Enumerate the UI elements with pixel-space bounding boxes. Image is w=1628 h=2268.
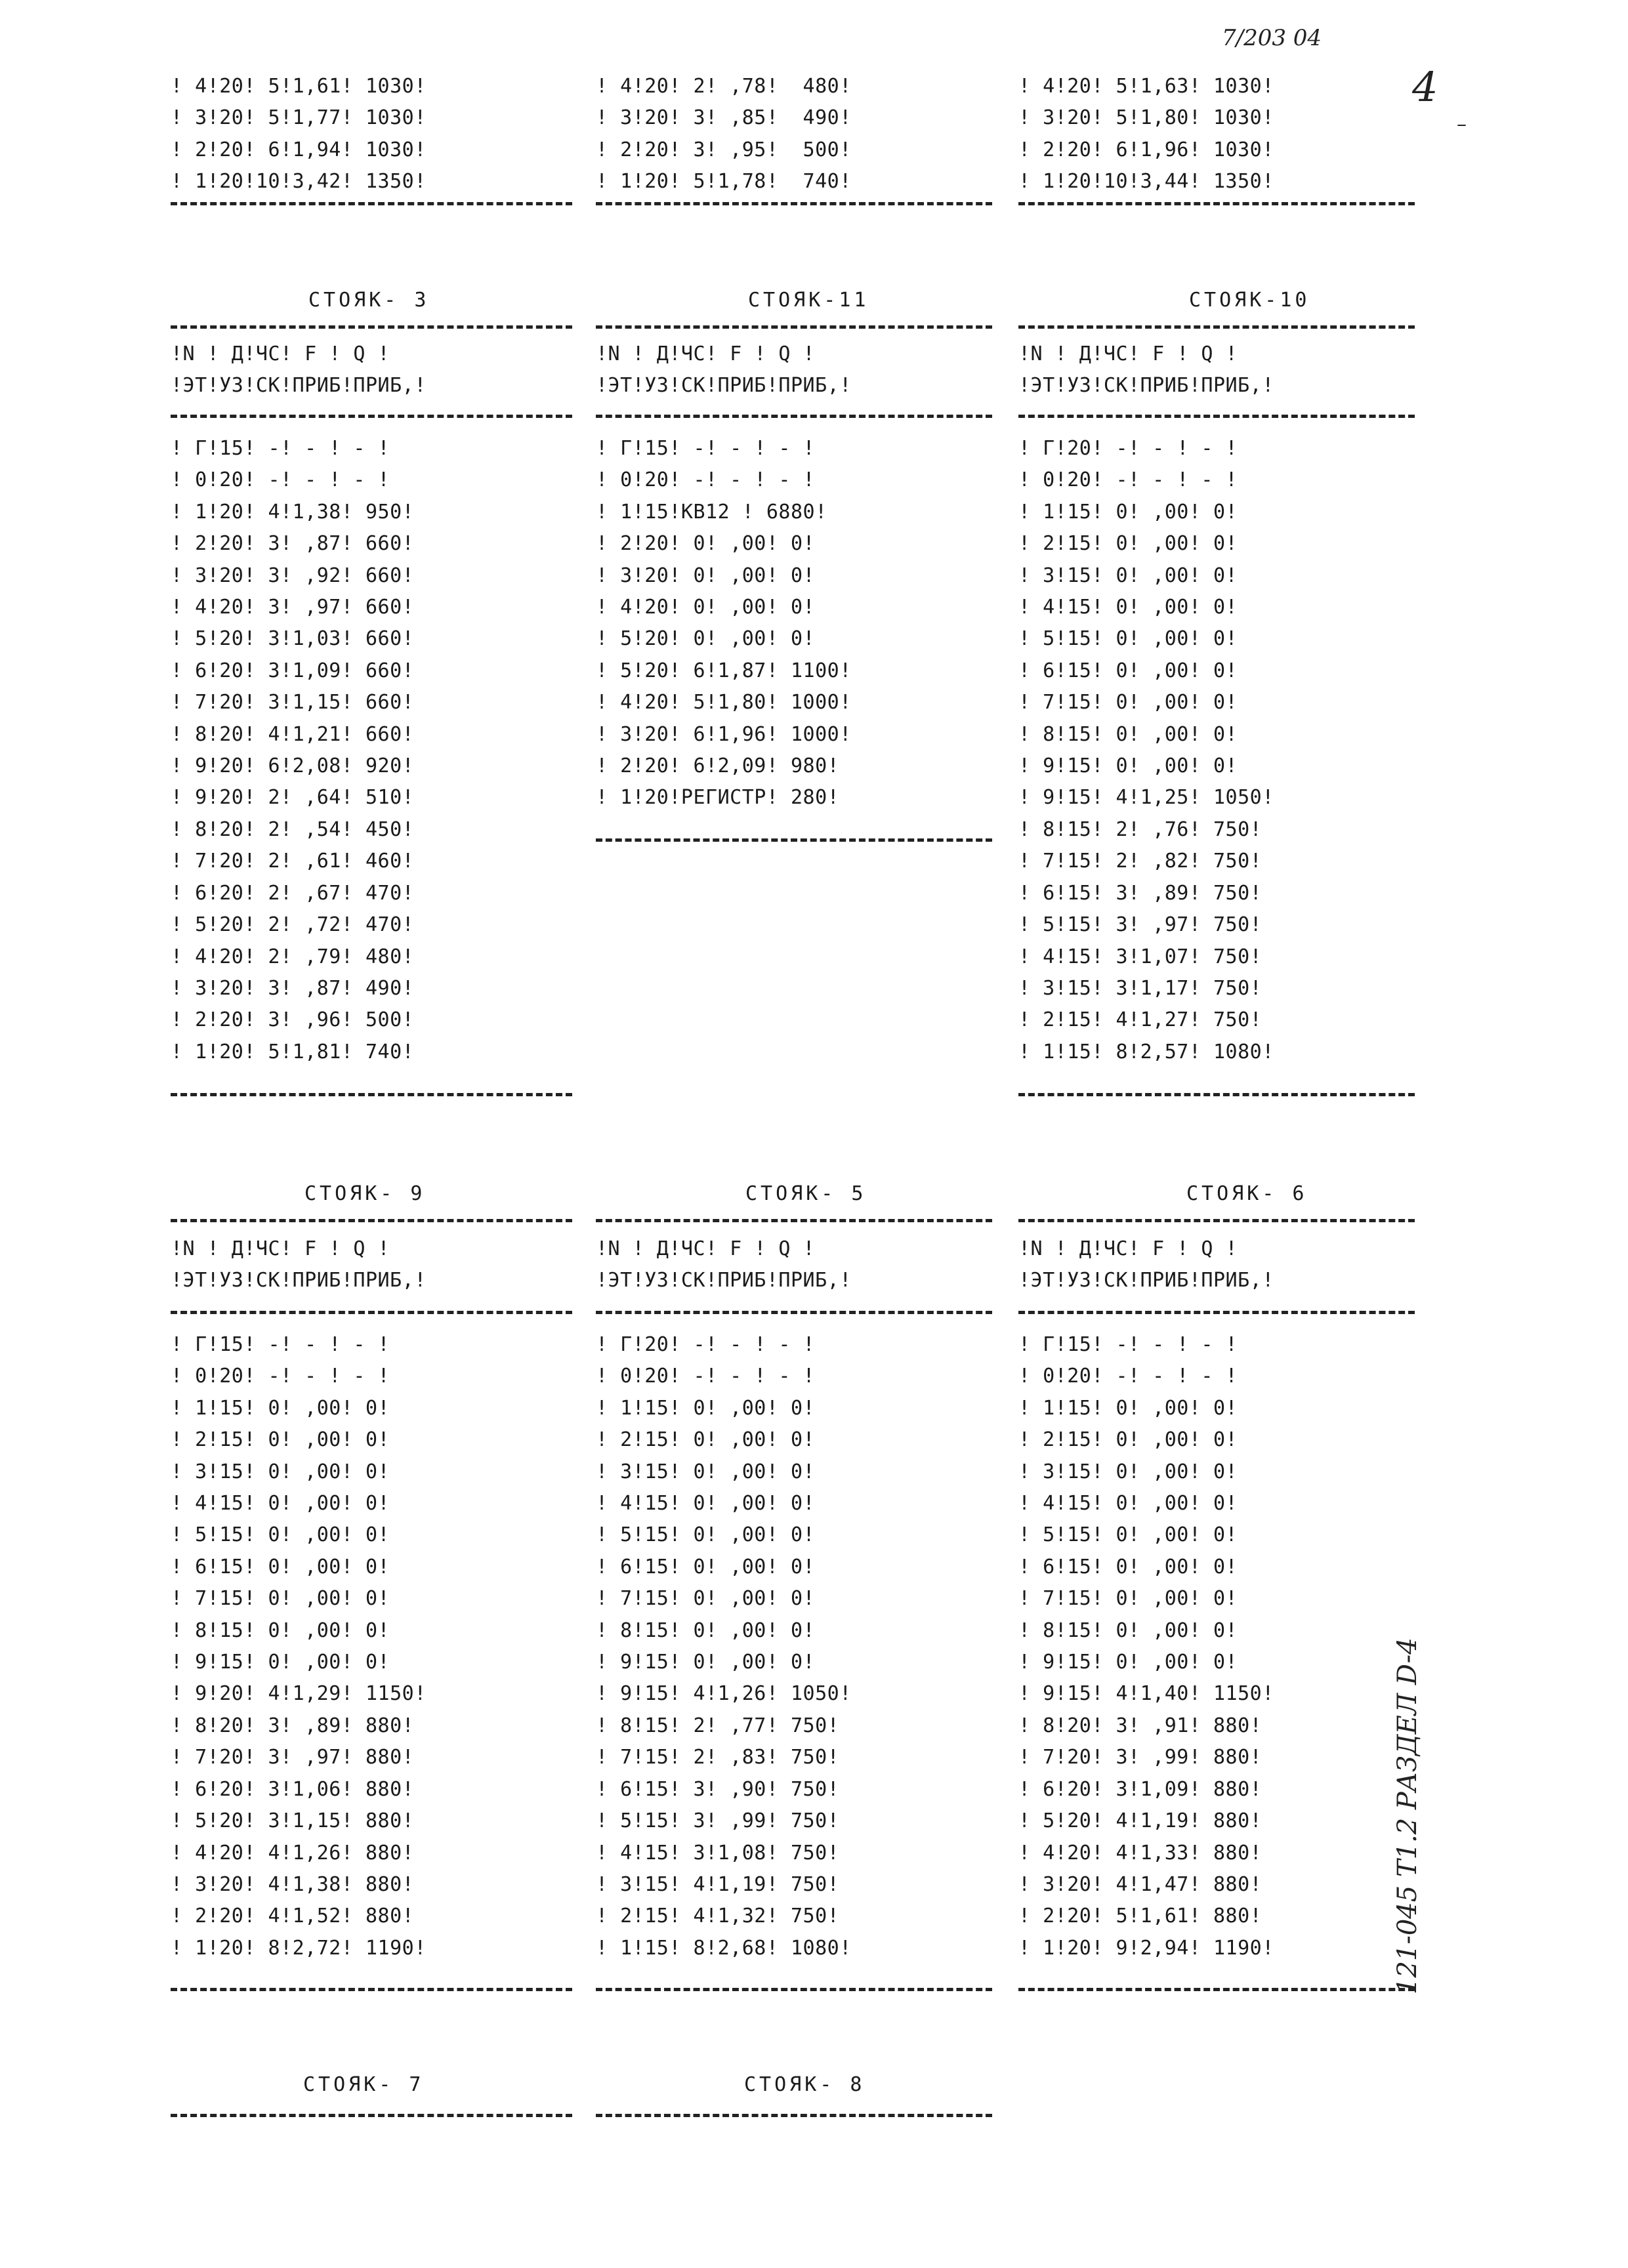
table-row: ! 2!15! 0! ,00! 0! [171, 1428, 390, 1452]
table-row: ! 5!20! 3!1,15! 880! [171, 1809, 415, 1833]
table-row: !ЭТ!УЗ!СК!ПРИБ!ПРИБ,! [596, 374, 852, 398]
table-row: ! 1!15! 0! ,00! 0! [1018, 500, 1238, 524]
table-title-stoyak-9: СТОЯК- 9 [304, 1182, 426, 1205]
table-row: ! 0!20! -! - ! - ! [1018, 468, 1238, 492]
table-row: ! 2!20! 0! ,00! 0! [596, 532, 816, 556]
table-row: ! 3!20! 3! ,85! 490! [596, 106, 852, 130]
table-row: ! 4!20! 2! ,79! 480! [171, 945, 415, 968]
table-row: ! 9!15! 0! ,00! 0! [1018, 1651, 1238, 1674]
table-row: ! 7!15! 2! ,83! 750! [596, 1746, 840, 1769]
table-row: ! 2!15! 0! ,00! 0! [596, 1428, 816, 1452]
divider [596, 838, 992, 842]
table-row: ! 3!20! 6!1,96! 1000! [596, 722, 852, 746]
table-row: ! 8!15! 0! ,00! 0! [596, 1619, 816, 1642]
table-row: ! 2!15! 4!1,27! 750! [1018, 1008, 1263, 1032]
table-row: ! 1!15! 8!2,68! 1080! [596, 1936, 852, 1960]
table-row: ! 4!20! 5!1,61! 1030! [171, 75, 427, 98]
divider [596, 415, 992, 418]
divider [171, 1311, 572, 1314]
table-row: !N ! Д!ЧС! F ! Q ! [171, 342, 390, 365]
table-row: !N ! Д!ЧС! F ! Q ! [1018, 342, 1238, 365]
table-row: ! 1!15! 0! ,00! 0! [1018, 1396, 1238, 1420]
table-title-stoyak-7: СТОЯК- 7 [303, 2073, 425, 2096]
table-row: ! 1!20! 5!1,81! 740! [171, 1040, 415, 1063]
table-row: ! 6!15! 0! ,00! 0! [596, 1555, 816, 1578]
table-row: ! 7!20! 3! ,97! 880! [171, 1746, 415, 1769]
table-row: ! 8!15! 0! ,00! 0! [1018, 722, 1238, 746]
table-row: ! 4!20! 4!1,33! 880! [1018, 1841, 1263, 1865]
table-header-stoyak-10 [1018, 339, 1274, 402]
table-row: ! 9!15! 4!1,25! 1050! [1018, 786, 1274, 810]
table-row: ! 5!20! 3!1,03! 660! [171, 627, 415, 651]
top-rows-right [1018, 71, 1274, 198]
table-row: ! 9!20! 4!1,29! 1150! [171, 1682, 427, 1706]
table-row: ! 3!20! 5!1,77! 1030! [171, 106, 427, 130]
table-row: ! 9!15! 0! ,00! 0! [596, 1651, 816, 1674]
table-row: !ЭТ!УЗ!СК!ПРИБ!ПРИБ,! [171, 1269, 427, 1292]
divider [596, 202, 992, 205]
table-row: ! 3!15! 0! ,00! 0! [1018, 1460, 1238, 1483]
table-row: ! 4!15! 0! ,00! 0! [171, 1492, 390, 1515]
divider [171, 202, 572, 205]
table-row: ! 7!15! 0! ,00! 0! [1018, 1587, 1238, 1611]
table-row: ! 0!20! -! - ! - ! [596, 468, 816, 492]
table-row: ! 6!15! 3! ,90! 750! [596, 1777, 840, 1801]
divider [171, 1988, 572, 1991]
table-row: ! 0!20! -! - ! - ! [596, 1365, 816, 1388]
table-row: ! 5!15! 0! ,00! 0! [1018, 627, 1238, 651]
divider [171, 1093, 572, 1096]
table-row: ! 9!15! 0! ,00! 0! [171, 1651, 390, 1674]
table-row: ! 1!15!КВ12 ! 6880! [596, 500, 827, 524]
table-row: ! 4!20! 4!1,26! 880! [171, 1841, 415, 1865]
table-header-stoyak-5 [596, 1233, 852, 1297]
table-header-stoyak-9 [171, 1233, 427, 1297]
table-row: ! 7!20! 2! ,61! 460! [171, 850, 415, 873]
table-row: ! Г!20! -! - ! - ! [596, 1333, 816, 1356]
table-row: ! 1!20! 4!1,38! 950! [171, 500, 415, 524]
table-row: ! Г!15! -! - ! - ! [1018, 1333, 1238, 1356]
page-number: 4 [1412, 63, 1438, 111]
table-row: ! 5!20! 0! ,00! 0! [596, 627, 816, 651]
divider [596, 1988, 992, 1991]
table-row: ! 4!20! 2! ,78! 480! [596, 75, 852, 98]
top-rows-left [171, 71, 427, 198]
table-row: !N ! Д!ЧС! F ! Q ! [171, 1237, 390, 1260]
table-row: ! 5!20! 6!1,87! 1100! [596, 659, 852, 682]
table-row: ! 2!20! 6!1,94! 1030! [171, 138, 427, 161]
table-row: ! 1!20!10!3,44! 1350! [1018, 170, 1274, 194]
table-row: ! 2!20! 6!2,09! 980! [596, 754, 840, 778]
table-header-stoyak-3 [171, 339, 427, 402]
table-row: ! 8!15! 0! ,00! 0! [1018, 1619, 1238, 1642]
table-row: ! 2!20! 4!1,52! 880! [171, 1905, 415, 1928]
table-row: ! 3!20! 4!1,47! 880! [1018, 1872, 1263, 1896]
table-row: !ЭТ!УЗ!СК!ПРИБ!ПРИБ,! [1018, 1269, 1274, 1292]
table-row: ! 2!20! 6!1,96! 1030! [1018, 138, 1274, 161]
table-row: ! 2!20! 5!1,61! 880! [1018, 1905, 1263, 1928]
table-row: !N ! Д!ЧС! F ! Q ! [596, 1237, 816, 1260]
table-row: ! 2!15! 0! ,00! 0! [1018, 1428, 1238, 1452]
divider [596, 2114, 992, 2117]
table-row: ! 3!20! 3! ,92! 660! [171, 564, 415, 587]
table-row: ! 4!15! 0! ,00! 0! [1018, 596, 1238, 619]
table-row: ! 1!20!10!3,42! 1350! [171, 170, 427, 194]
table-header-stoyak-6 [1018, 1233, 1274, 1297]
table-title-stoyak-8: СТОЯК- 8 [744, 2073, 866, 2096]
table-row: ! 1!20!РЕГИСТР! 280! [596, 786, 840, 810]
table-row: ! 5!15! 3! ,99! 750! [596, 1809, 840, 1833]
table-row: ! 9!15! 4!1,40! 1150! [1018, 1682, 1274, 1706]
table-row: ! 3!15! 0! ,00! 0! [171, 1460, 390, 1483]
table-title-stoyak-10: СТОЯК-10 [1189, 289, 1310, 312]
table-row: ! 2!20! 3! ,87! 660! [171, 532, 415, 556]
divider [1018, 415, 1415, 418]
table-row: ! 8!20! 2! ,54! 450! [171, 817, 415, 841]
table-row: ! 6!20! 3!1,09! 880! [1018, 1777, 1263, 1801]
table-row: ! 0!20! -! - ! - ! [1018, 1365, 1238, 1388]
table-header-stoyak-11 [596, 339, 852, 402]
table-row: ! 1!15! 8!2,57! 1080! [1018, 1040, 1274, 1063]
table-row: ! 2!20! 3! ,95! 500! [596, 138, 852, 161]
table-body-stoyak-5 [596, 1329, 852, 1964]
table-row: ! 3!20! 0! ,00! 0! [596, 564, 816, 587]
table-title-stoyak-11: СТОЯК-11 [748, 289, 869, 312]
table-row: ! 5!15! 0! ,00! 0! [596, 1523, 816, 1547]
table-row: ! 6!20! 3!1,09! 660! [171, 659, 415, 682]
table-row: ! 0!20! -! - ! - ! [171, 468, 390, 492]
table-row: ! 9!20! 6!2,08! 920! [171, 754, 415, 778]
table-row: ! 2!20! 3! ,96! 500! [171, 1008, 415, 1032]
table-row: ! Г!15! -! - ! - ! [171, 1333, 390, 1356]
margin-stamp: 121-045 T1.2 РАЗДЕЛ D-4 [1392, 1638, 1423, 1994]
table-row: ! 8!15! 0! ,00! 0! [171, 1619, 390, 1642]
divider [171, 2114, 572, 2117]
table-row: ! 4!15! 3!1,07! 750! [1018, 945, 1263, 968]
table-row: ! 4!15! 0! ,00! 0! [1018, 1492, 1238, 1515]
table-row: ! 1!15! 0! ,00! 0! [171, 1396, 390, 1420]
table-row: ! 4!20! 5!1,63! 1030! [1018, 75, 1274, 98]
divider [596, 325, 992, 329]
table-body-stoyak-11 [596, 433, 852, 814]
table-row: ! 7!15! 2! ,82! 750! [1018, 850, 1263, 873]
table-row: ! 4!20! 5!1,80! 1000! [596, 691, 852, 714]
table-row: ! 5!20! 4!1,19! 880! [1018, 1809, 1263, 1833]
table-row: ! 3!15! 4!1,19! 750! [596, 1872, 840, 1896]
table-row: ! 8!20! 4!1,21! 660! [171, 722, 415, 746]
table-row: ! Г!15! -! - ! - ! [171, 437, 390, 460]
divider [1018, 1311, 1415, 1314]
table-row: ! 4!20! 0! ,00! 0! [596, 596, 816, 619]
table-row: ! 7!15! 0! ,00! 0! [596, 1587, 816, 1611]
handwritten-note: 7/203 04 [1222, 25, 1322, 51]
table-row: ! 1!20! 8!2,72! 1190! [171, 1936, 427, 1960]
table-row: ! 6!20! 2! ,67! 470! [171, 881, 415, 905]
table-row: ! 5!15! 0! ,00! 0! [171, 1523, 390, 1547]
table-row: !N ! Д!ЧС! F ! Q ! [1018, 1237, 1238, 1260]
table-row: ! 2!15! 0! ,00! 0! [1018, 532, 1238, 556]
table-title-stoyak-3: СТОЯК- 3 [308, 289, 430, 312]
table-body-stoyak-9 [171, 1329, 427, 1964]
table-row: ! 6!20! 3!1,06! 880! [171, 1777, 415, 1801]
table-body-stoyak-6 [1018, 1329, 1274, 1964]
table-row: ! 8!15! 2! ,76! 750! [1018, 817, 1263, 841]
divider [1018, 202, 1415, 205]
table-row: ! 6!15! 0! ,00! 0! [1018, 1555, 1238, 1578]
divider [1018, 1219, 1415, 1222]
divider [1018, 1988, 1415, 1991]
divider [596, 1219, 992, 1222]
table-row: ! 5!15! 3! ,97! 750! [1018, 913, 1263, 937]
divider [171, 1219, 572, 1222]
table-row: ! 6!15! 3! ,89! 750! [1018, 881, 1263, 905]
table-row: !ЭТ!УЗ!СК!ПРИБ!ПРИБ,! [596, 1269, 852, 1292]
divider [171, 415, 572, 418]
table-row: ! 4!20! 3! ,97! 660! [171, 596, 415, 619]
table-row: ! 7!15! 0! ,00! 0! [1018, 691, 1238, 714]
table-row: ! 3!15! 0! ,00! 0! [596, 1460, 816, 1483]
table-row: ! 3!20! 5!1,80! 1030! [1018, 106, 1274, 130]
table-row: ! 4!15! 3!1,08! 750! [596, 1841, 840, 1865]
table-row: ! 3!15! 0! ,00! 0! [1018, 564, 1238, 587]
divider [1018, 1093, 1415, 1096]
table-row: ! Г!15! -! - ! - ! [596, 437, 816, 460]
table-row: ! 6!15! 0! ,00! 0! [1018, 659, 1238, 682]
table-row: ! 7!20! 3! ,99! 880! [1018, 1746, 1263, 1769]
divider [171, 325, 572, 329]
table-row: ! 3!20! 4!1,38! 880! [171, 1872, 415, 1896]
table-title-stoyak-5: СТОЯК- 5 [745, 1182, 867, 1205]
table-row: ! 3!20! 3! ,87! 490! [171, 976, 415, 1000]
table-row: ! 9!15! 0! ,00! 0! [1018, 754, 1238, 778]
table-row: ! Г!20! -! - ! - ! [1018, 437, 1238, 460]
table-row: !ЭТ!УЗ!СК!ПРИБ!ПРИБ,! [171, 374, 427, 398]
divider [1018, 325, 1415, 329]
table-row: ! 7!15! 0! ,00! 0! [171, 1587, 390, 1611]
table-body-stoyak-3 [171, 433, 414, 1068]
table-row: !N ! Д!ЧС! F ! Q ! [596, 342, 816, 365]
table-row: ! 2!15! 4!1,32! 750! [596, 1905, 840, 1928]
table-row: ! 0!20! -! - ! - ! [171, 1365, 390, 1388]
table-row: ! 1!20! 9!2,94! 1190! [1018, 1936, 1274, 1960]
table-row: ! 9!15! 4!1,26! 1050! [596, 1682, 852, 1706]
table-row: ! 6!15! 0! ,00! 0! [171, 1555, 390, 1578]
table-row: ! 3!15! 3!1,17! 750! [1018, 976, 1263, 1000]
table-row: ! 8!20! 3! ,89! 880! [171, 1714, 415, 1737]
table-row: ! 1!15! 0! ,00! 0! [596, 1396, 816, 1420]
table-title-stoyak-6: СТОЯК- 6 [1186, 1182, 1308, 1205]
table-row: ! 5!15! 0! ,00! 0! [1018, 1523, 1238, 1547]
table-body-stoyak-10 [1018, 433, 1274, 1068]
table-row: ! 9!20! 2! ,64! 510! [171, 786, 415, 810]
table-row: !ЭТ!УЗ!СК!ПРИБ!ПРИБ,! [1018, 374, 1274, 398]
table-row: ! 1!20! 5!1,78! 740! [596, 170, 852, 194]
table-row: ! 8!15! 2! ,77! 750! [596, 1714, 840, 1737]
top-rows-middle [596, 71, 852, 198]
divider [596, 1311, 992, 1314]
table-row: ! 8!20! 3! ,91! 880! [1018, 1714, 1263, 1737]
table-row: ! 4!15! 0! ,00! 0! [596, 1492, 816, 1515]
margin-tick: – [1457, 113, 1467, 136]
table-row: ! 5!20! 2! ,72! 470! [171, 913, 415, 937]
table-row: ! 7!20! 3!1,15! 660! [171, 691, 415, 714]
